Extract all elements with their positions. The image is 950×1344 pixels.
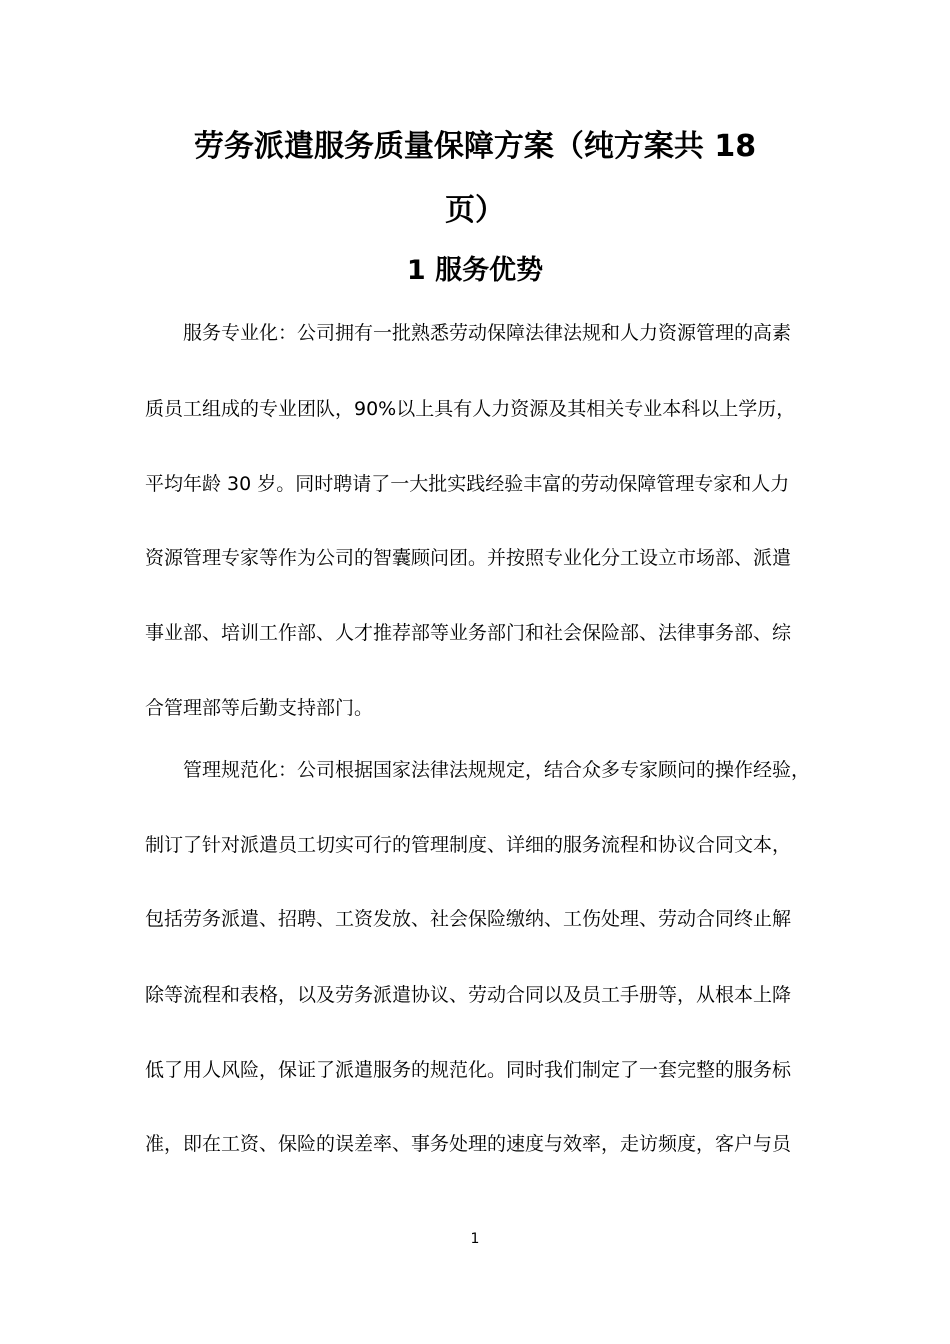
paragraph-2-line-1: 管理规范化：公司根据国家法律法规规定，结合众多专家顾问的操作经验，: [183, 759, 811, 781]
document-title-line-2: 页）: [445, 193, 505, 228]
paragraph-2-line-2: 制订了针对派遣员工切实可行的管理制度、详细的服务流程和协议合同文本，: [145, 834, 792, 856]
paragraph-2-line-5: 低了用人风险，保证了派遣服务的规范化。同时我们制定了一套完整的服务标: [145, 1059, 792, 1081]
document-title-line-1: 劳务派遣服务质量保障方案（纯方案共 18: [193, 129, 757, 164]
paragraph-1-line-1: 服务专业化：公司拥有一批熟悉劳动保障法律法规和人力资源管理的高素: [183, 322, 792, 344]
paragraph-2-line-4: 除等流程和表格，以及劳务派遣协议、劳动合同以及员工手册等，从根本上降: [145, 984, 792, 1006]
paragraph-1-line-5: 事业部、培训工作部、人才推荐部等业务部门和社会保险部、法律事务部、综: [145, 622, 792, 644]
section-heading: 1 服务优势: [406, 255, 544, 286]
page-number: 1: [470, 1231, 480, 1247]
paragraph-1-line-2: 质员工组成的专业团队，90%以上具有人力资源及其相关专业本科以上学历，: [145, 398, 796, 420]
paragraph-1-line-4: 资源管理专家等作为公司的智囊顾问团。并按照专业化分工设立市场部、派遣: [145, 547, 792, 569]
paragraph-2-line-6: 准，即在工资、保险的误差率、事务处理的速度与效率，走访频度，客户与员: [145, 1133, 792, 1155]
paragraph-1-line-3: 平均年龄 30 岁。同时聘请了一大批实践经验丰富的劳动保障管理专家和人力: [145, 473, 790, 495]
paragraph-1-line-6: 合管理部等后勤支持部门。: [145, 697, 374, 719]
paragraph-2-line-3: 包括劳务派遣、招聘、工资发放、社会保险缴纳、工伤处理、劳动合同终止解: [145, 908, 792, 930]
